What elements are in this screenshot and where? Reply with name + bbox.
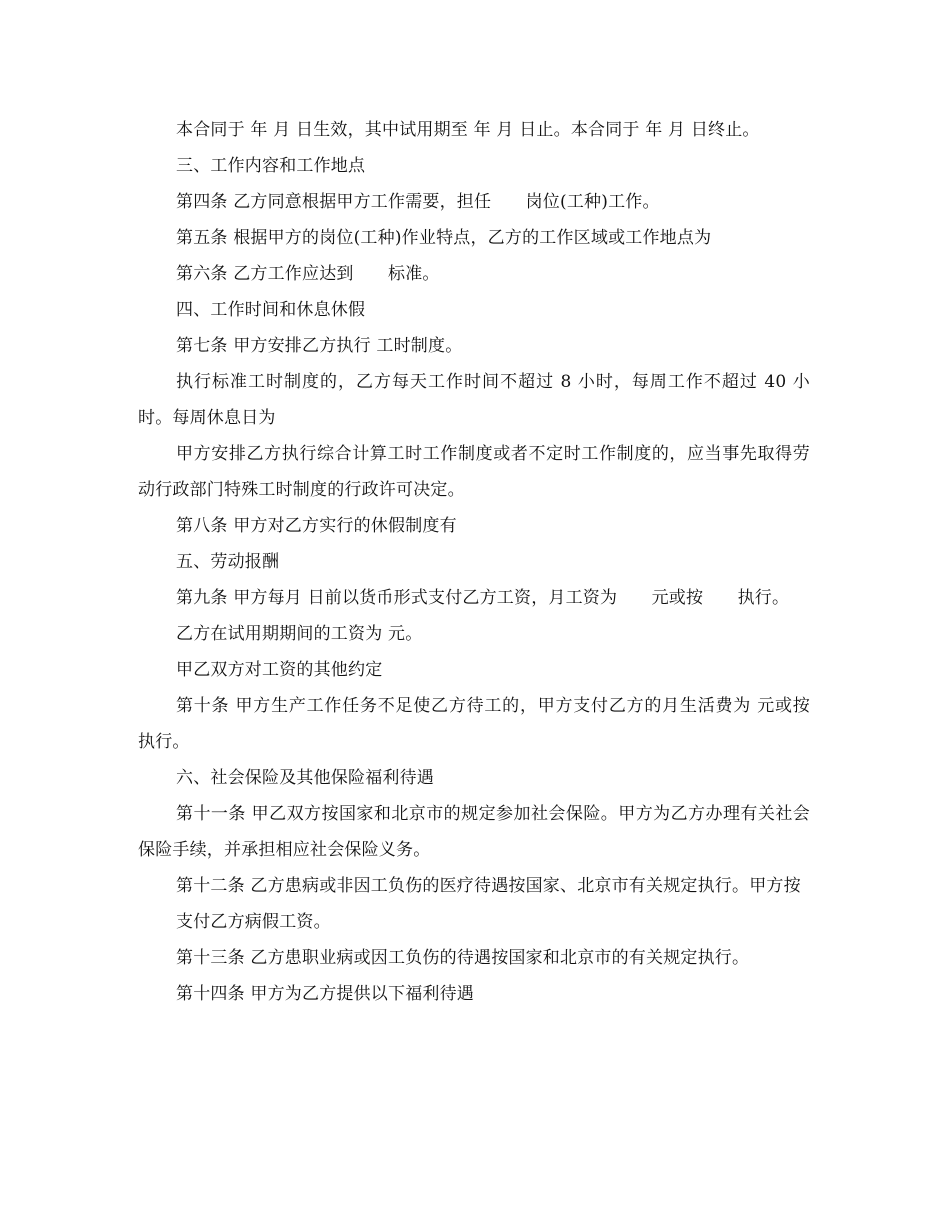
section-heading-remuneration: 五、劳动报酬 (176, 552, 280, 572)
section-heading-social-insurance: 六、社会保险及其他保险福利待遇 (176, 768, 434, 788)
article-8: 第八条 甲方对乙方实行的休假制度有 (176, 516, 457, 536)
article-13: 第十三条 乙方患职业病或因工负伤的待遇按国家和北京市的有关规定执行。 (176, 948, 750, 968)
article-9: 第九条 甲方每月 日前以货币形式支付乙方工资，月工资为 元或按 执行。 (176, 588, 790, 608)
article-6: 第六条 乙方工作应达到 标准。 (176, 264, 440, 284)
article-4: 第四条 乙方同意根据甲方工作需要，担任 岗位(工种)工作。 (176, 192, 660, 212)
article-7: 第七条 甲方安排乙方执行 工时制度。 (176, 336, 463, 356)
other-wage-agreement: 甲乙双方对工资的其他约定 (176, 660, 383, 680)
probation-wage-clause: 乙方在试用期期间的工资为 元。 (176, 624, 423, 644)
special-hours-clause: 甲方安排乙方执行综合计算工时工作制度或者不定时工作制度的，应当事先取得劳动行政部门特殊工时制度的行政许可决定。 (138, 444, 810, 500)
article-14: 第十四条 甲方为乙方提供以下福利待遇 (176, 984, 475, 1004)
article-10: 第十条 甲方生产工作任务不足使乙方待工的，甲方支付乙方的月生活费为 元或按 执行。 (138, 696, 845, 752)
article-11: 第十一条 甲乙双方按国家和北京市的规定参加社会保险。甲方为乙方办理有关社会保险手续，并承担相应社会保险义务。 (138, 804, 810, 860)
sick-pay-clause: 支付乙方病假工资。 (176, 912, 331, 932)
article-5: 第五条 根据甲方的岗位(工种)作业特点，乙方的工作区域或工作地点为 (176, 228, 712, 248)
standard-hours-clause: 执行标准工时制度的，乙方每天工作时间不超过 8 小时，每周工作不超过 40 小时。每周休息日为 (138, 372, 810, 428)
article-12: 第十二条 乙方患病或非因工负伤的医疗待遇按国家、北京市有关规定执行。甲方按 (176, 876, 801, 896)
document-body (138, 112, 845, 1012)
section-heading-work-content: 三、工作内容和工作地点 (176, 156, 366, 176)
section-heading-working-hours: 四、工作时间和休息休假 (176, 300, 366, 320)
effective-date-clause: 本合同于 年 月 日生效，其中试用期至 年 月 日止。本合同于 年 月 日终止。 (176, 120, 760, 140)
